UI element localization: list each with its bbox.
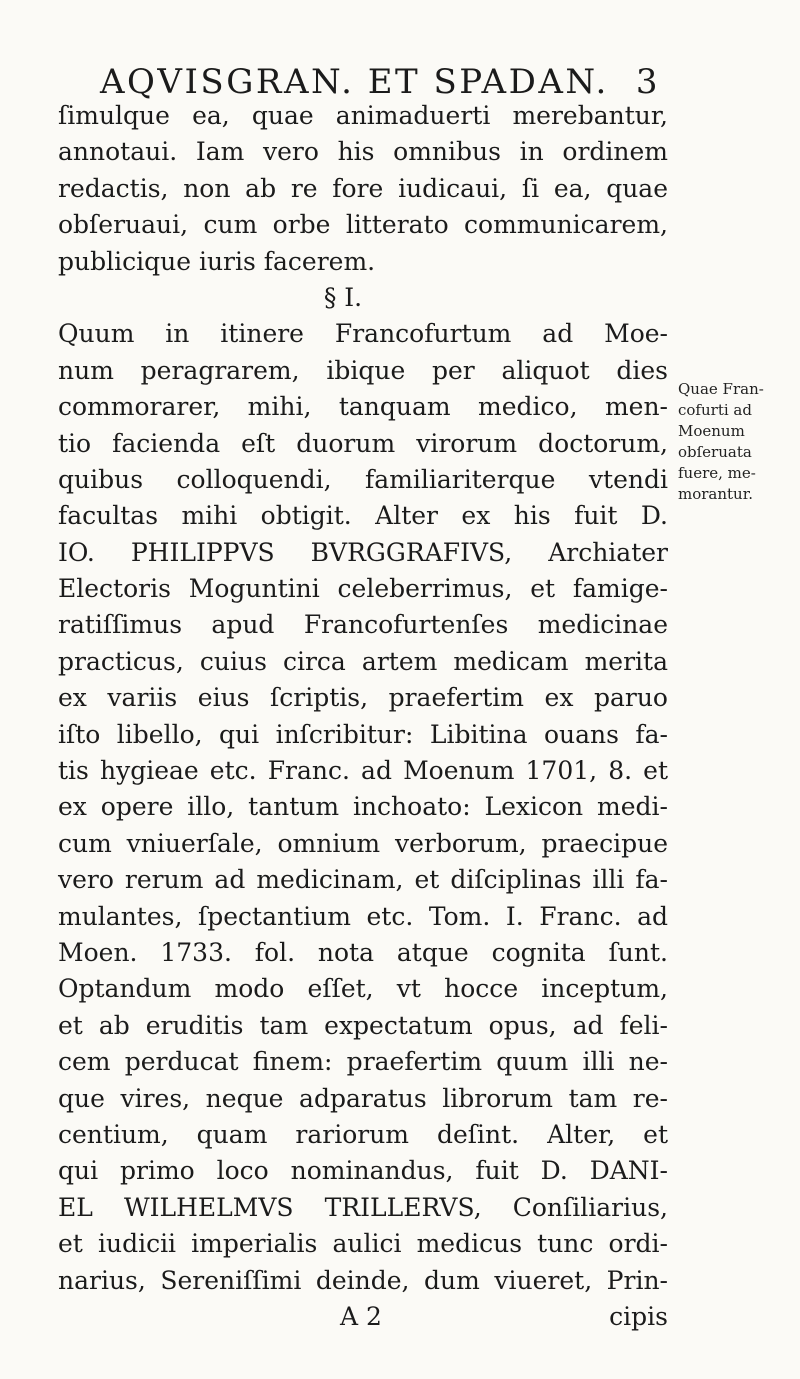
text-line: ex variis eius ſcriptis, praefertim ex paruo bbox=[58, 683, 668, 713]
text-line: tis hygieae etc. Franc. ad Moenum 1701, 8. et bbox=[58, 756, 668, 786]
section-body bbox=[58, 316, 668, 1299]
text-line: Optandum modo eſſet, vt hocce inceptum, bbox=[58, 974, 668, 1004]
text-line: et ab eruditis tam expectatum opus, ad feli- bbox=[58, 1010, 668, 1040]
text-line: tio facienda eſt duorum virorum doctorum, bbox=[58, 428, 668, 458]
catchword: cipis bbox=[609, 1301, 668, 1331]
margin-note-line: obſeruata bbox=[678, 443, 752, 461]
text-line: EL WILHELMVS TRILLERVS, Conſiliarius, bbox=[58, 1192, 668, 1222]
text-line: publicique iuris facerem. bbox=[58, 246, 376, 276]
running-head-title: AQVISGRAN. ET SPADAN. bbox=[100, 62, 609, 102]
text-line: que vires, neque adparatus librorum tam re- bbox=[58, 1083, 668, 1113]
text-line: ſimulque ea, quae animaduerti merebantur, bbox=[58, 101, 668, 130]
text-line: iſto libello, qui inſcribitur: Libitina ouans fa- bbox=[58, 719, 668, 749]
text-line: redactis, non ab re fore iudicaui, ſi ea, quae bbox=[58, 173, 668, 203]
text-line: Electoris Moguntini celeberrimus, et famige- bbox=[58, 574, 668, 604]
text-line: narius, Sereniſſimi deinde, dum viueret, Prin- bbox=[58, 1265, 668, 1295]
section-heading: § I. bbox=[323, 282, 363, 312]
text-line: et iudicii imperialis aulici medicus tunc ordi- bbox=[58, 1229, 668, 1259]
text-line: obſeruaui, cum orbe litterato communicarem, bbox=[58, 210, 668, 240]
text-line: Quum in itinere Francofurtum ad Moe- bbox=[58, 319, 668, 349]
text-line: annotaui. Iam vero his omnibus in ordinem bbox=[58, 137, 668, 167]
text-line: practicus, cuius circa artem medicam merita bbox=[58, 646, 668, 676]
text-line: IO. PHILIPPVS BVRGGRAFIVS, Archiater bbox=[58, 537, 668, 567]
text-line: cem perducat finem: praefertim quum illi ne- bbox=[58, 1047, 668, 1077]
text-line: quibus colloquendi, familiariterque vtendi bbox=[58, 464, 668, 494]
main-text bbox=[58, 98, 668, 1335]
margin-note-line: Moenum bbox=[678, 422, 745, 440]
margin-note-line: Quae Fran- bbox=[678, 380, 764, 398]
page-number: 3 bbox=[635, 62, 660, 102]
text-line: vero rerum ad medicinam, et diſciplinas illi fa- bbox=[58, 865, 668, 895]
text-line: qui primo loco nominandus, fuit D. DANI- bbox=[58, 1156, 668, 1186]
text-line: facultas mihi obtigit. Alter ex his fuit D. bbox=[58, 501, 668, 531]
text-line: cum vniuerſale, omnium verborum, praecipue bbox=[58, 828, 668, 858]
text-line: mulantes, ſpectantium etc. Tom. I. Franc. ad bbox=[58, 901, 668, 931]
text-line: num peragrarem, ibique per aliquot dies bbox=[58, 355, 668, 385]
page-footer bbox=[58, 1299, 668, 1335]
margin-note bbox=[678, 379, 796, 505]
text-line: ex opere illo, tantum inchoato: Lexicon medi- bbox=[58, 792, 668, 822]
margin-note-line: cofurti ad bbox=[678, 401, 752, 419]
text-line: centium, quam rariorum deſint. Alter, et bbox=[58, 1119, 668, 1149]
margin-note-line: fuere, me- bbox=[678, 464, 756, 482]
margin-note-line: morantur. bbox=[678, 485, 754, 503]
text-line: ratiſſimus apud Francofurtenſes medicinae bbox=[58, 610, 668, 640]
text-line: Moen. 1733. fol. nota atque cognita ſunt. bbox=[58, 937, 668, 967]
text-line: commorarer, mihi, tanquam medico, men- bbox=[58, 392, 668, 422]
signature-mark: A 2 bbox=[340, 1301, 382, 1331]
